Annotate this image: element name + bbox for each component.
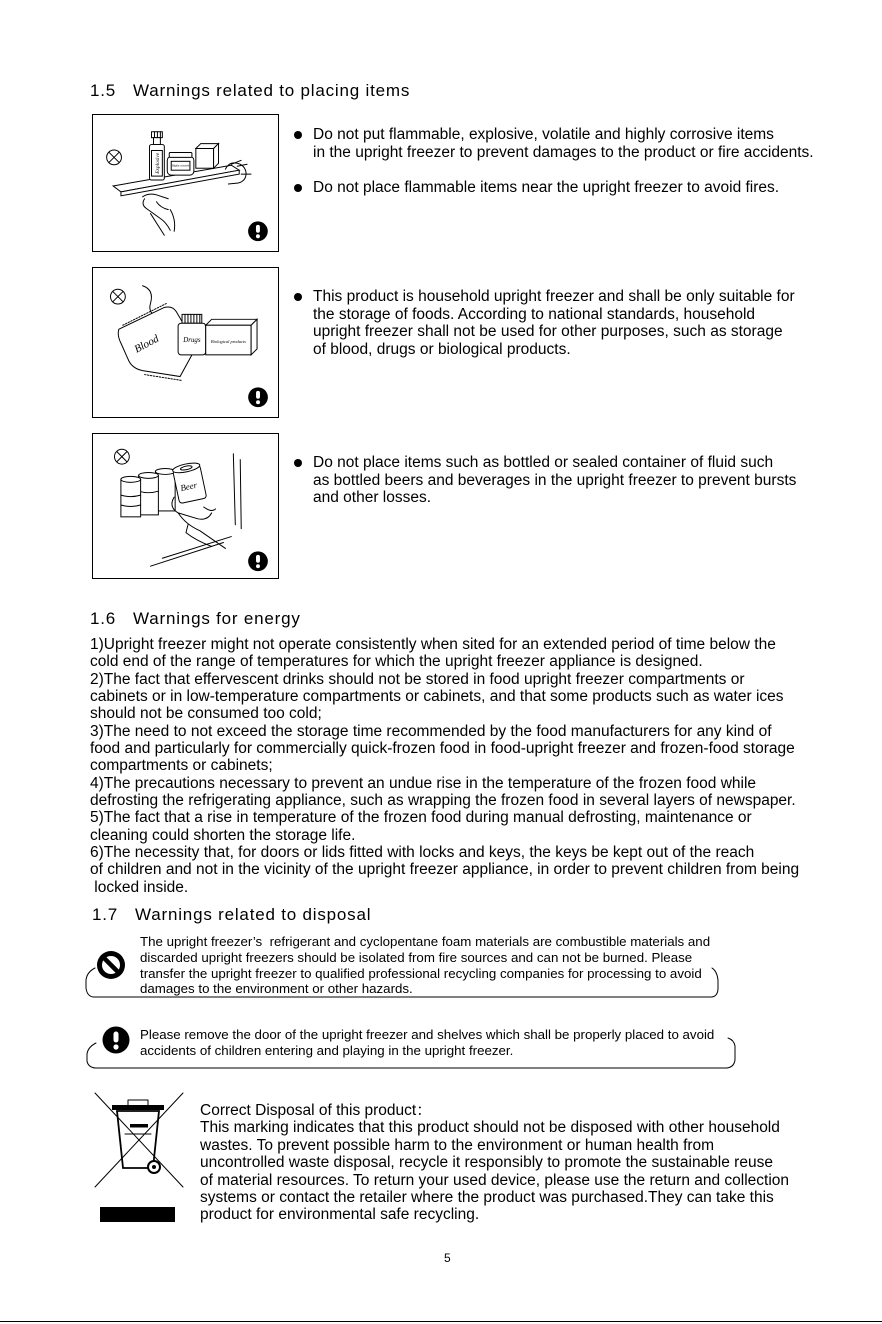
prohibited-icon <box>107 150 122 165</box>
paragraph-line: of children and not in the vicinity of the upright freezer appliance, in order to prevent children from being <box>90 861 800 879</box>
biological-products-box <box>206 319 257 355</box>
blood-drugs-biological-drawing <box>93 268 278 417</box>
section-heading-1-7 <box>92 905 371 925</box>
weee-black-bar <box>100 1207 175 1222</box>
warning-exclamation-icon <box>248 221 268 241</box>
correct-disposal-heading: Correct Disposal of this product： <box>200 1102 432 1119</box>
bullet-text-line: Do not place items such as bottled or sealed container of fluid such <box>313 454 774 471</box>
bullet-dot <box>294 293 302 301</box>
bullet-item <box>313 454 796 507</box>
warning-exclamation-icon <box>248 551 268 571</box>
crossed-out-wheelie-bin-icon <box>92 1090 186 1190</box>
bottom-rule <box>0 1321 882 1322</box>
bullet-text-line: This product is household upright freezer and shall be only suitable for <box>313 288 795 305</box>
bottle <box>150 132 165 180</box>
cans <box>121 469 175 517</box>
freezer-door-edges <box>233 454 241 529</box>
correct-disposal-text <box>200 1102 789 1224</box>
disposal-line: of material resources. To return your used device, please use the return and collection <box>200 1171 790 1189</box>
bullet-text-line: in the upright freezer to prevent damages to the product or fire accidents. <box>313 143 814 161</box>
bullet-text-line: and other losses. <box>313 489 432 507</box>
notice-line: Please remove the door of the upright freezer and shelves which shall be properly placed to avoid <box>140 1027 715 1042</box>
shelf-with-containers-drawing <box>93 115 278 251</box>
prohibited-icon <box>111 289 126 304</box>
bullet-item <box>313 288 795 358</box>
paragraph-line: 1)Upright freezer might not operate consistently when sited for an extended period of time below the <box>90 636 776 653</box>
beer-label: Beer <box>179 479 198 494</box>
bullet-text-line: as bottled beers and beverages in the upright freezer to prevent bursts <box>313 471 797 489</box>
notice-line: accidents of children entering and playing in the upright freezer. <box>140 1042 514 1058</box>
disposal-line: systems or contact the retailer where the product was purchased.They can take this <box>200 1189 774 1207</box>
paragraph-line: 5)The fact that a rise in temperature of the frozen food during manual defrosting, maintenance or <box>90 809 752 827</box>
door-removal-notice-text <box>140 1027 714 1059</box>
section-title: Warnings for energy <box>133 609 301 628</box>
left-hand <box>143 194 175 235</box>
notice-line: discarded upright freezers should be isolated from fire sources and can not be burned. Please <box>140 949 693 965</box>
blood-label: Blood <box>132 332 161 356</box>
disposal-line: This marking indicates that this product should not be disposed with other household <box>200 1119 780 1137</box>
warning-exclamation-icon <box>248 387 268 407</box>
paragraph-line: cabinets or in low-temperature compartments or cabinets, and that some products such as water ices <box>90 688 784 706</box>
disposal-line: wastes. To prevent possible harm to the environment or human health from <box>200 1136 715 1154</box>
bullet-dot <box>294 459 302 467</box>
energy-warnings-paragraph <box>90 636 799 896</box>
flammable-items-illustration <box>92 114 279 252</box>
bullet-text-line: Do not put flammable, explosive, volatile and highly corrosive items <box>313 126 774 143</box>
disposal-notice-text <box>140 934 710 997</box>
bullet-text-line: upright freezer shall not be used for other purposes, such as storage <box>313 323 783 341</box>
disposal-line: uncontrolled waste disposal, recycle it responsibly to promote the sustainable reuse <box>200 1154 773 1172</box>
jar <box>167 152 194 175</box>
drugs-jar <box>178 314 206 354</box>
bullet-item <box>313 126 814 161</box>
section-number: 1.7 <box>92 905 119 924</box>
biological-products-illustration <box>92 267 279 418</box>
disposal-line: product for environmental safe recycling. <box>200 1206 480 1224</box>
section-heading-1-6 <box>90 609 301 629</box>
paragraph-line: should not be consumed too cold; <box>90 705 322 723</box>
biological-products-label: Biological products <box>210 338 246 344</box>
no-entry-icon <box>94 949 128 981</box>
warning-exclamation-icon <box>102 1026 130 1054</box>
page-number: 5 <box>444 1251 451 1265</box>
section-heading-1-5 <box>90 81 410 101</box>
section-title: Warnings related to disposal <box>135 905 372 924</box>
freezer-shelf-lines <box>150 537 231 567</box>
section-title: Warnings related to placing items <box>133 81 411 100</box>
section-number: 1.5 <box>90 81 117 100</box>
paragraph-line: cleaning could shorten the storage life. <box>90 826 356 844</box>
paragraph-line: 4)The precautions necessary to prevent an undue rise in the temperature of the frozen food while <box>90 774 757 792</box>
paragraph-line: cold end of the range of temperatures for which the upright freezer appliance is designed. <box>90 653 703 671</box>
bullet-dot <box>294 131 302 139</box>
paragraph-line: 6)The necessity that, for doors or lids fitted with locks and keys, the keys be kept out of the reach <box>90 844 755 862</box>
notice-line: The upright freezer’s refrigerant and cyclopentane foam materials are combustible materials and <box>140 934 711 949</box>
bullet-text-line: the storage of foods. According to national standards, household <box>313 305 756 323</box>
paragraph-line: 3)The need to not exceed the storage time recommended by the food manufacturers for any kind of <box>90 722 772 740</box>
drugs-label: Drugs <box>183 337 201 345</box>
prohibited-icon <box>114 449 129 464</box>
paragraph-line: 2)The fact that effervescent drinks should not be stored in food upright freezer compartments or <box>90 670 745 688</box>
box <box>196 144 219 169</box>
bullet-item <box>313 179 779 197</box>
paragraph-line: defrosting the refrigerating appliance, such as wrapping the frozen food in several layers of newspaper. <box>90 792 796 810</box>
notice-line: transfer the upright freezer to qualified professional recycling companies for processing to avoid <box>140 965 702 981</box>
section-number: 1.6 <box>90 609 117 628</box>
jar-label: Highly corrosive <box>171 164 190 168</box>
bottled-beverages-illustration <box>92 433 279 579</box>
bottle-label: Explosive <box>154 152 161 174</box>
beer-can <box>172 461 207 503</box>
bullet-text-line: of blood, drugs or biological products. <box>313 340 571 358</box>
bullet-text-line: Do not place flammable items near the upright freezer to avoid fires. <box>313 179 780 196</box>
paragraph-line: food and particularly for commercially quick-frozen food in food-upright freezer and frozen-food storage <box>90 740 795 758</box>
bullet-dot <box>294 184 302 192</box>
cans-and-hand-drawing <box>93 434 278 578</box>
notice-line: damages to the environment or other hazards. <box>140 981 413 997</box>
paragraph-line: compartments or cabinets; <box>90 757 273 775</box>
paragraph-line: locked inside. <box>90 878 189 896</box>
